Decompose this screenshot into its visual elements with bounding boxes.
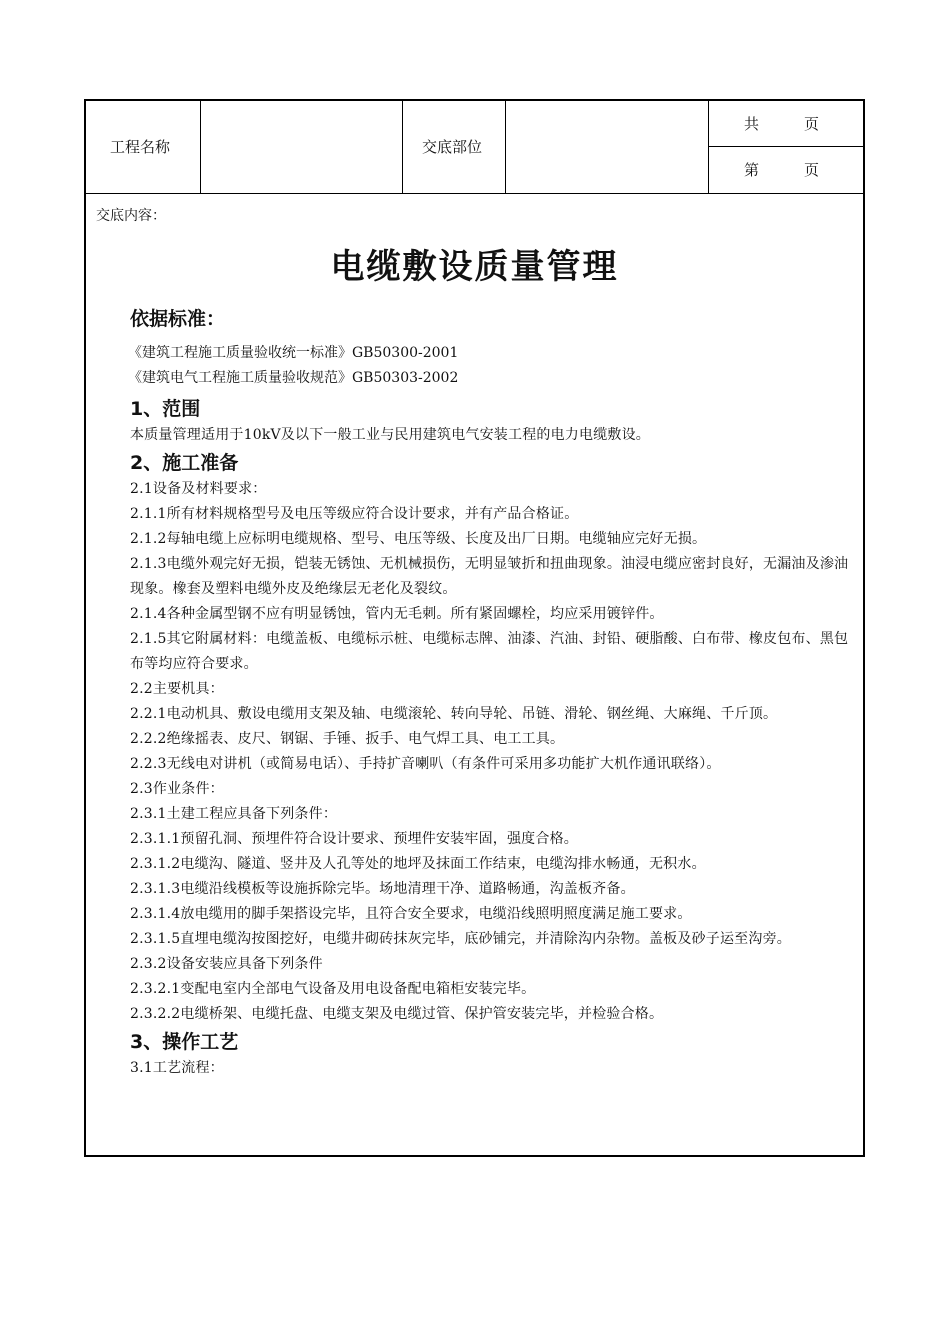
paragraph: 本质量管理适用于10kV及以下一般工业与民用建筑电气安装工程的电力电缆敷设。 xyxy=(130,427,651,443)
paragraph: 2.3.2设备安装应具备下列条件 xyxy=(130,956,323,972)
paragraph: 2.2.1电动机具、敷设电缆用支架及轴、电缆滚轮、转向导轮、吊链、滑轮、钢丝绳、大麻绳、千斤顶。 xyxy=(130,706,778,722)
paragraph: 2.1.3电缆外观完好无损，铠装无锈蚀、无机械损伤，无明显皱折和扭曲现象。油浸电缆应密封良好，无漏油及渗油现象。橡套及塑料电缆外皮及绝缘层无老化及裂纹。 xyxy=(130,556,849,597)
paragraph: 2.1.4各种金属型钢不应有明显锈蚀，管内无毛刺。所有紧固螺栓，均应采用镀锌件。 xyxy=(130,606,664,622)
paragraph: 2.3作业条件： xyxy=(130,781,224,797)
handover-content-label: 交底内容： xyxy=(96,208,166,224)
paragraph: 2.3.2.2电缆桥架、电缆托盘、电缆支架及电缆过管、保护管安装完毕，并检验合格。 xyxy=(130,1006,664,1022)
paragraph: 2.3.2.1变配电室内全部电气设备及用电设备配电箱柜安装完毕。 xyxy=(130,981,536,997)
paragraph: 3.1工艺流程： xyxy=(130,1060,224,1076)
divider xyxy=(505,101,506,193)
divider xyxy=(200,101,201,193)
paragraph: 2.3.1.1预留孔洞、预埋件符合设计要求、预埋件安装牢固，强度合格。 xyxy=(130,831,578,847)
document-title: 电缆敷设质量管理 xyxy=(330,247,619,287)
paragraph: 2.3.1.4放电缆用的脚手架搭设完毕，且符合安全要求，电缆沿线照明照度满足施工要求。 xyxy=(130,906,692,922)
standard-item: 《建筑电气工程施工质量验收规范》GB50303-2002 xyxy=(128,370,459,386)
basis-heading: 依据标准： xyxy=(130,308,226,330)
section-heading: 3、操作工艺 xyxy=(130,1031,239,1053)
paragraph: 2.1设备及材料要求： xyxy=(130,481,267,497)
paragraph: 2.2主要机具： xyxy=(130,681,224,697)
divider xyxy=(402,101,403,193)
paragraph: 2.2.3无线电对讲机（或简易电话）、手持扩音喇叭（有条件可采用多功能扩大机作通讯联络）。 xyxy=(130,756,721,772)
paragraph: 2.2.2绝缘摇表、皮尺、钢锯、手锤、扳手、电气焊工具、电工工具。 xyxy=(130,731,565,747)
divider xyxy=(708,146,863,147)
document-body xyxy=(130,303,858,1081)
paragraph: 2.1.1所有材料规格型号及电压等级应符合设计要求，并有产品合格证。 xyxy=(130,506,579,522)
section-heading: 1、范围 xyxy=(130,398,201,420)
standard-item: 《建筑工程施工质量验收统一标准》GB50300-2001 xyxy=(128,345,459,361)
paragraph: 2.3.1.2电缆沟、隧道、竖井及人孔等处的地坪及抹面工作结束，电缆沟排水畅通，无积水。 xyxy=(130,856,706,872)
paragraph: 2.3.1.3电缆沿线模板等设施拆除完毕。场地清理干净、道路畅通，沟盖板齐备。 xyxy=(130,881,635,897)
handover-part-label: 交底部位 xyxy=(422,138,483,156)
total-pages-label: 共 页 xyxy=(744,115,820,133)
paragraph: 2.3.1土建工程应具备下列条件： xyxy=(130,806,338,822)
paragraph: 2.1.2每轴电缆上应标明电缆规格、型号、电压等级、长度及出厂日期。电缆轴应完好无损。 xyxy=(130,531,707,547)
project-name-label: 工程名称 xyxy=(110,138,171,156)
form-header xyxy=(86,101,863,194)
handover-form xyxy=(84,99,865,1157)
paragraph: 2.1.5其它附属材料：电缆盖板、电缆标示桩、电缆标志牌、油漆、汽油、封铅、硬脂酸、白布带、橡皮包布、黑包布等均应符合要求。 xyxy=(130,631,849,672)
paragraph: 2.3.1.5直埋电缆沟按图挖好，电缆井砌砖抹灰完毕，底砂铺完，并清除沟内杂物。盖板及砂子运至沟旁。 xyxy=(130,931,791,947)
divider xyxy=(708,101,709,193)
section-heading: 2、施工准备 xyxy=(130,452,239,474)
page-number-label: 第 页 xyxy=(744,161,820,179)
